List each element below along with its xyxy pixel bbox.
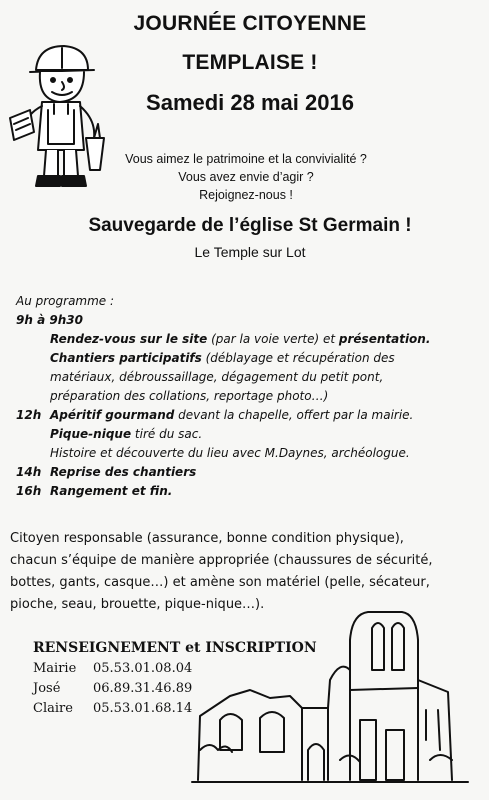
- phone-number: 05.53.01.08.04: [93, 661, 193, 676]
- note-line: pioche, seau, brouette, pique-nique…).: [10, 597, 265, 612]
- programme: [16, 292, 486, 501]
- programme-slot: 12h Apéritif gourmand devant la chapelle, offert par la mairie.: [16, 408, 414, 422]
- location: Le Temple sur Lot: [194, 244, 306, 260]
- programme-slot: 16h Rangement et fin.: [16, 484, 173, 498]
- contact-entry: Claire 05.53.01.68.14: [33, 701, 193, 716]
- intro-line: Vous aimez le patrimoine et la convivialité ?: [125, 152, 367, 166]
- contact-entry: Mairie 05.53.01.08.04: [33, 661, 193, 676]
- programme-line: préparation des collations, reportage photo…): [50, 389, 329, 403]
- programme-line: Rendez-vous sur le site (par la voie verte) et présentation.: [50, 332, 431, 346]
- note-line: Citoyen responsable (assurance, bonne condition physique),: [10, 531, 404, 546]
- title-line-1: JOURNÉE CITOYENNE: [133, 12, 367, 35]
- contact-heading: RENSEIGNEMENT et INSCRIPTION: [33, 640, 317, 656]
- programme-line: Histoire et découverte du lieu avec M.Daynes, archéologue.: [50, 446, 410, 460]
- event-date: Samedi 28 mai 2016: [146, 90, 354, 115]
- intro-block: [96, 150, 396, 204]
- intro-line: Vous avez envie d’agir ?: [178, 170, 314, 184]
- programme-slot: 14h Reprise des chantiers: [16, 465, 197, 479]
- note-line: chacun s’équipe de manière appropriée (chaussures de sécurité,: [10, 553, 433, 568]
- programme-slot-time: 9h à 9h30: [16, 313, 83, 327]
- programme-line: Chantiers participatifs (déblayage et récupération des: [50, 351, 395, 365]
- note-line: bottes, gants, casque…) et amène son matériel (pelle, sécateur,: [10, 575, 430, 590]
- headline: Sauvegarde de l’église St Germain !: [88, 215, 412, 236]
- phone-number: 05.53.01.68.14: [93, 701, 193, 716]
- contact-entry: José 06.89.31.46.89: [33, 681, 193, 696]
- programme-line: Pique-nique tiré du sac.: [50, 427, 203, 441]
- programme-line: matériaux, débroussaillage, dégagement du petit pont,: [50, 370, 384, 384]
- programme-heading: Au programme :: [16, 294, 115, 308]
- church-ruin-illustration: [190, 600, 470, 785]
- phone-number: 06.89.31.46.89: [93, 681, 193, 696]
- title-line-2: TEMPLAISE !: [182, 51, 318, 74]
- intro-line: Rejoignez-nous !: [199, 188, 293, 202]
